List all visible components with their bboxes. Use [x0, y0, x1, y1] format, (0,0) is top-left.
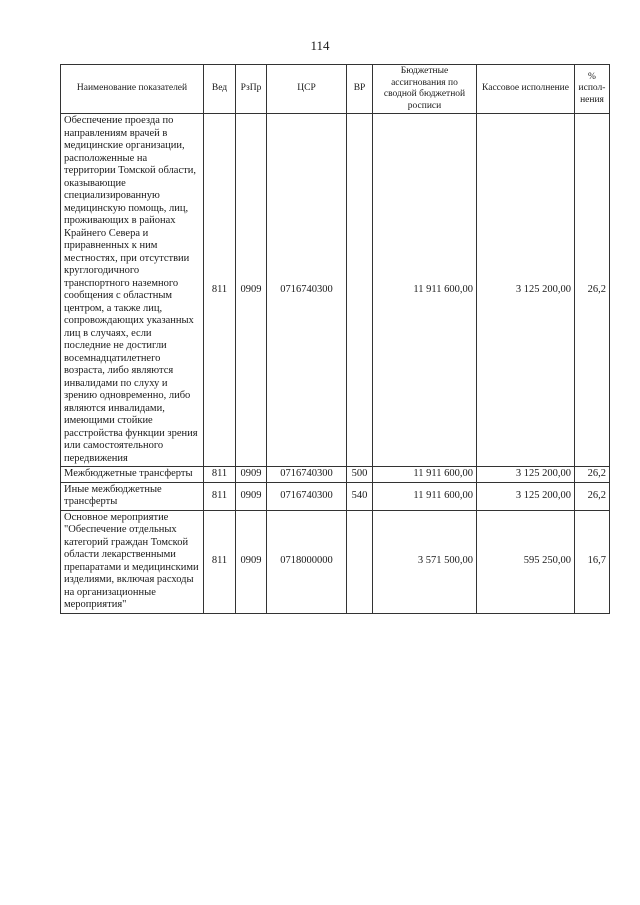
row-name: Обеспечение проезда по направлениям врачей в медицинские организации, расположенные на территории Томской области, оказывающие специализированную медицинскую помощь, лиц, проживающих в районах Крайнего Севера и приравненных к ним местностях, при отсутствии круглогодичного транспортного наземного сообщения с областным центром, а также лиц, сопровождающих указанных лиц в случаях, если последние не достигли восемнадцатилетнего возраста, либо являются инвалидами по слуху и зрению одновременно, либо являются инвалидами, имеющими стойкие расстройства функции зрения или самостоятельного передвижения: [61, 114, 204, 467]
row-vr: 500: [347, 467, 373, 483]
row-percent: 16,7: [575, 510, 610, 613]
table-row: [61, 467, 610, 483]
row-ved: 811: [204, 467, 236, 483]
row-rzpr: 0909: [236, 467, 267, 483]
row-percent: 26,2: [575, 114, 610, 467]
row-cash: 3 125 200,00: [477, 114, 575, 467]
header-name: Наименование показателей: [61, 65, 204, 114]
table-row: [61, 114, 610, 467]
row-ved: 811: [204, 114, 236, 467]
row-percent: 26,2: [575, 467, 610, 483]
budget-table: [60, 64, 610, 614]
row-vr: [347, 114, 373, 467]
header-ved: Вед: [204, 65, 236, 114]
row-vr: 540: [347, 482, 373, 510]
row-budget: 11 911 600,00: [373, 482, 477, 510]
table-row: [61, 510, 610, 613]
row-ved: 811: [204, 510, 236, 613]
row-name: Основное мероприятие "Обеспечение отдельных категорий граждан Томской области лекарственными препаратами и медицинскими изделиями, включая расходы на организационные мероприятия": [61, 510, 204, 613]
row-csr: 0718000000: [267, 510, 347, 613]
row-percent: 26,2: [575, 482, 610, 510]
row-cash: 3 125 200,00: [477, 482, 575, 510]
header-cash: Кассовое исполнение: [477, 65, 575, 114]
table-row: [61, 482, 610, 510]
row-budget: 3 571 500,00: [373, 510, 477, 613]
row-vr: [347, 510, 373, 613]
page-number: 114: [310, 38, 330, 53]
row-ved: 811: [204, 482, 236, 510]
row-rzpr: 0909: [236, 482, 267, 510]
row-budget: 11 911 600,00: [373, 114, 477, 467]
row-rzpr: 0909: [236, 114, 267, 467]
row-csr: 0716740300: [267, 482, 347, 510]
header-rzpr: РзПр: [236, 65, 267, 114]
row-name: Межбюджетные трансферты: [61, 467, 204, 483]
row-csr: 0716740300: [267, 114, 347, 467]
header-percent: % испол-нения: [575, 65, 610, 114]
row-name: Иные межбюджетные трансферты: [61, 482, 204, 510]
header-csr: ЦСР: [267, 65, 347, 114]
row-rzpr: 0909: [236, 510, 267, 613]
row-cash: 595 250,00: [477, 510, 575, 613]
table-header-row: [61, 65, 610, 114]
row-cash: 3 125 200,00: [477, 467, 575, 483]
row-budget: 11 911 600,00: [373, 467, 477, 483]
header-vr: ВР: [347, 65, 373, 114]
header-budget: Бюджетные ассигнования по сводной бюджетной росписи: [373, 65, 477, 114]
row-csr: 0716740300: [267, 467, 347, 483]
